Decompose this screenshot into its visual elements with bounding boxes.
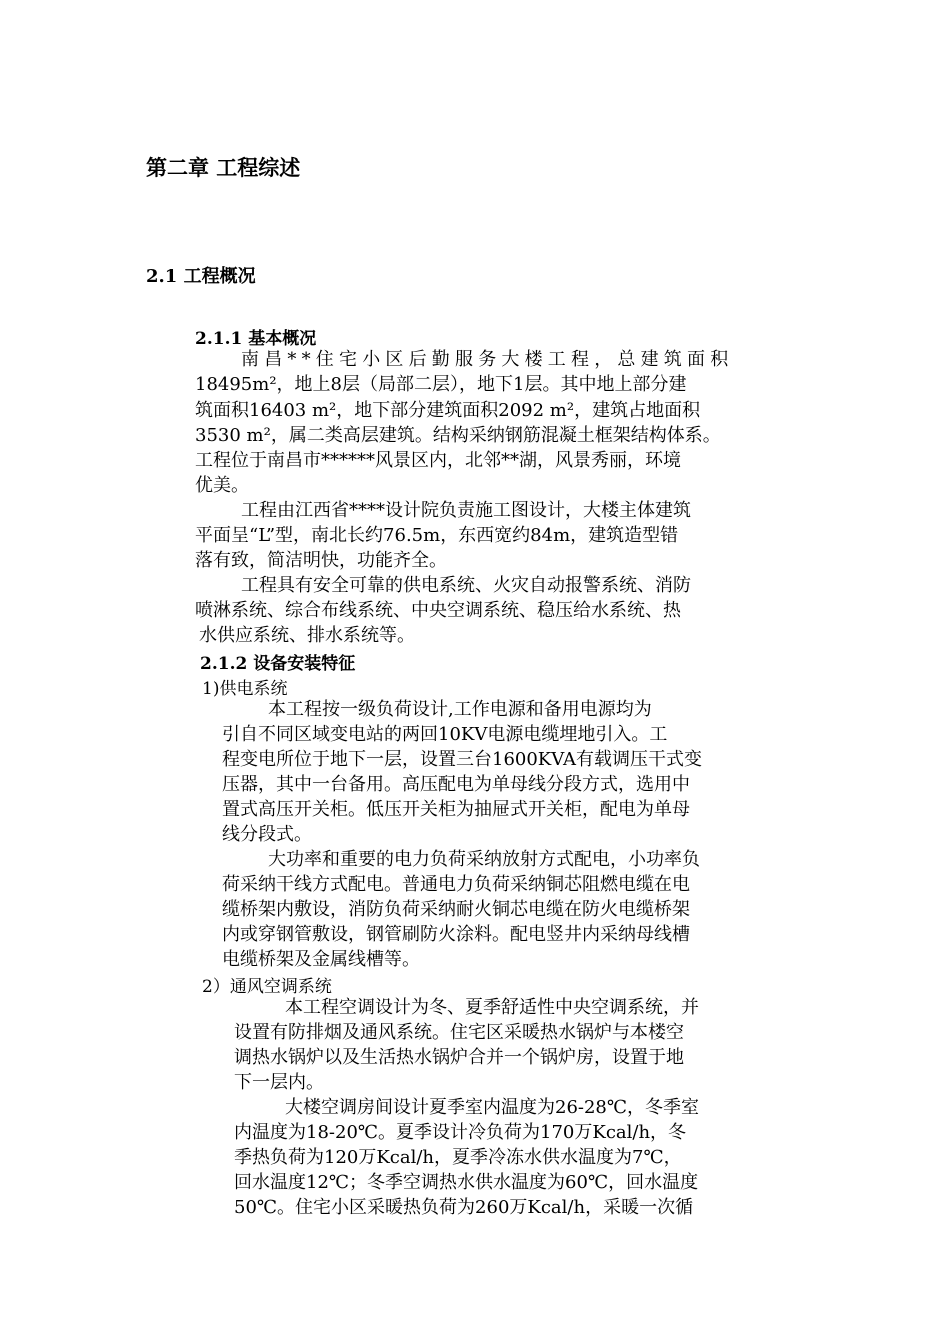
paragraph-line: 工程位于南昌市******风景区内，北邻**湖，风景秀丽，环境 <box>195 450 681 471</box>
paragraph-line: 调热水锅炉以及生活热水锅炉合并一个锅炉房，设置于地 <box>234 1047 684 1068</box>
paragraph-line: 设置有防排烟及通风系统。住宅区采暖热水锅炉与本楼空 <box>234 1022 684 1043</box>
paragraph-line: 大楼空调房间设计夏季室内温度为26-28℃，冬季室 <box>285 1097 700 1118</box>
paragraph-line: 大功率和重要的电力负荷采纳放射方式配电，小功率负 <box>268 849 700 870</box>
paragraph-line: 内温度为18-20℃。夏季设计冷负荷为170万Kcal/h，冬 <box>234 1122 687 1143</box>
paragraph-line: 50℃。住宅小区采暖热负荷为260万Kcal/h，采暖一次循 <box>234 1197 694 1218</box>
chapter-title: 第二章 工程综述 <box>146 156 301 180</box>
paragraph-line: 本工程按一级负荷设计,工作电源和备用电源均为 <box>268 699 652 720</box>
paragraph-line: 筑面积16403 m²，地下部分建筑面积2092 m²，建筑占地面积 <box>195 400 701 421</box>
paragraph-line: 南昌**住宅小区后勤服务大楼工程，总建筑面积 <box>241 349 734 370</box>
paragraph-line: 工程由江西省****设计院负责施工图设计，大楼主体建筑 <box>241 500 691 521</box>
subsection-title-basic: 2.1.1 基本概况 <box>195 329 317 349</box>
paragraph-line: 水供应系统、排水系统等。 <box>199 625 415 646</box>
paragraph-line: 缆桥架内敷设，消防负荷采纳耐火铜芯电缆在防火电缆桥架 <box>222 899 690 920</box>
paragraph-line: 程变电所位于地下一层，设置三台1600KVA有载调压干式变 <box>222 749 703 770</box>
paragraph-line: 下一层内。 <box>234 1072 324 1093</box>
paragraph-line: 本工程空调设计为冬、夏季舒适性中央空调系统，并 <box>285 997 699 1018</box>
paragraph-line: 优美。 <box>195 475 249 496</box>
paragraph-line: 喷淋系统、综合布线系统、中央空调系统、稳压给水系统、热 <box>195 600 681 621</box>
paragraph-line: 电缆桥架及金属线槽等。 <box>222 949 420 970</box>
paragraph-line: 平面呈“L”型，南北长约76.5m，东西宽约84m，建筑造型错 <box>195 525 679 546</box>
subsection-title-equipment: 2.1.2 设备安装特征 <box>200 654 356 674</box>
paragraph-line: 线分段式。 <box>222 824 312 845</box>
item-heading-power: 1)供电系统 <box>202 679 288 699</box>
paragraph-line: 置式高压开关柜。低压开关柜为抽屉式开关柜，配电为单母 <box>222 799 690 820</box>
section-title: 2.1 工程概况 <box>146 266 256 287</box>
paragraph-line: 荷采纳干线方式配电。普通电力负荷采纳铜芯阻燃电缆在电 <box>222 874 690 895</box>
paragraph-line: 工程具有安全可靠的供电系统、火灾自动报警系统、消防 <box>241 575 691 596</box>
paragraph-line: 季热负荷为120万Kcal/h，夏季冷冻水供水温度为7℃， <box>234 1147 682 1168</box>
paragraph-line: 落有致，简洁明快，功能齐全。 <box>195 550 447 571</box>
paragraph-line: 3530 m²，属二类高层建筑。结构采纳钢筋混凝土框架结构体系。 <box>195 425 721 446</box>
paragraph-line: 内或穿钢管敷设，钢管刷防火涂料。配电竖井内采纳母线槽 <box>222 924 690 945</box>
paragraph-line: 引自不同区域变电站的两回10KV电源电缆埋地引入。工 <box>222 724 668 745</box>
paragraph-line: 18495m²，地上8层（局部二层），地下1层。其中地上部分建 <box>195 374 687 395</box>
item-heading-hvac: 2）通风空调系统 <box>202 977 332 997</box>
paragraph-line: 压器，其中一台备用。高压配电为单母线分段方式，选用中 <box>222 774 690 795</box>
paragraph-line: 回水温度12℃；冬季空调热水供水温度为60℃，回水温度 <box>234 1172 699 1193</box>
